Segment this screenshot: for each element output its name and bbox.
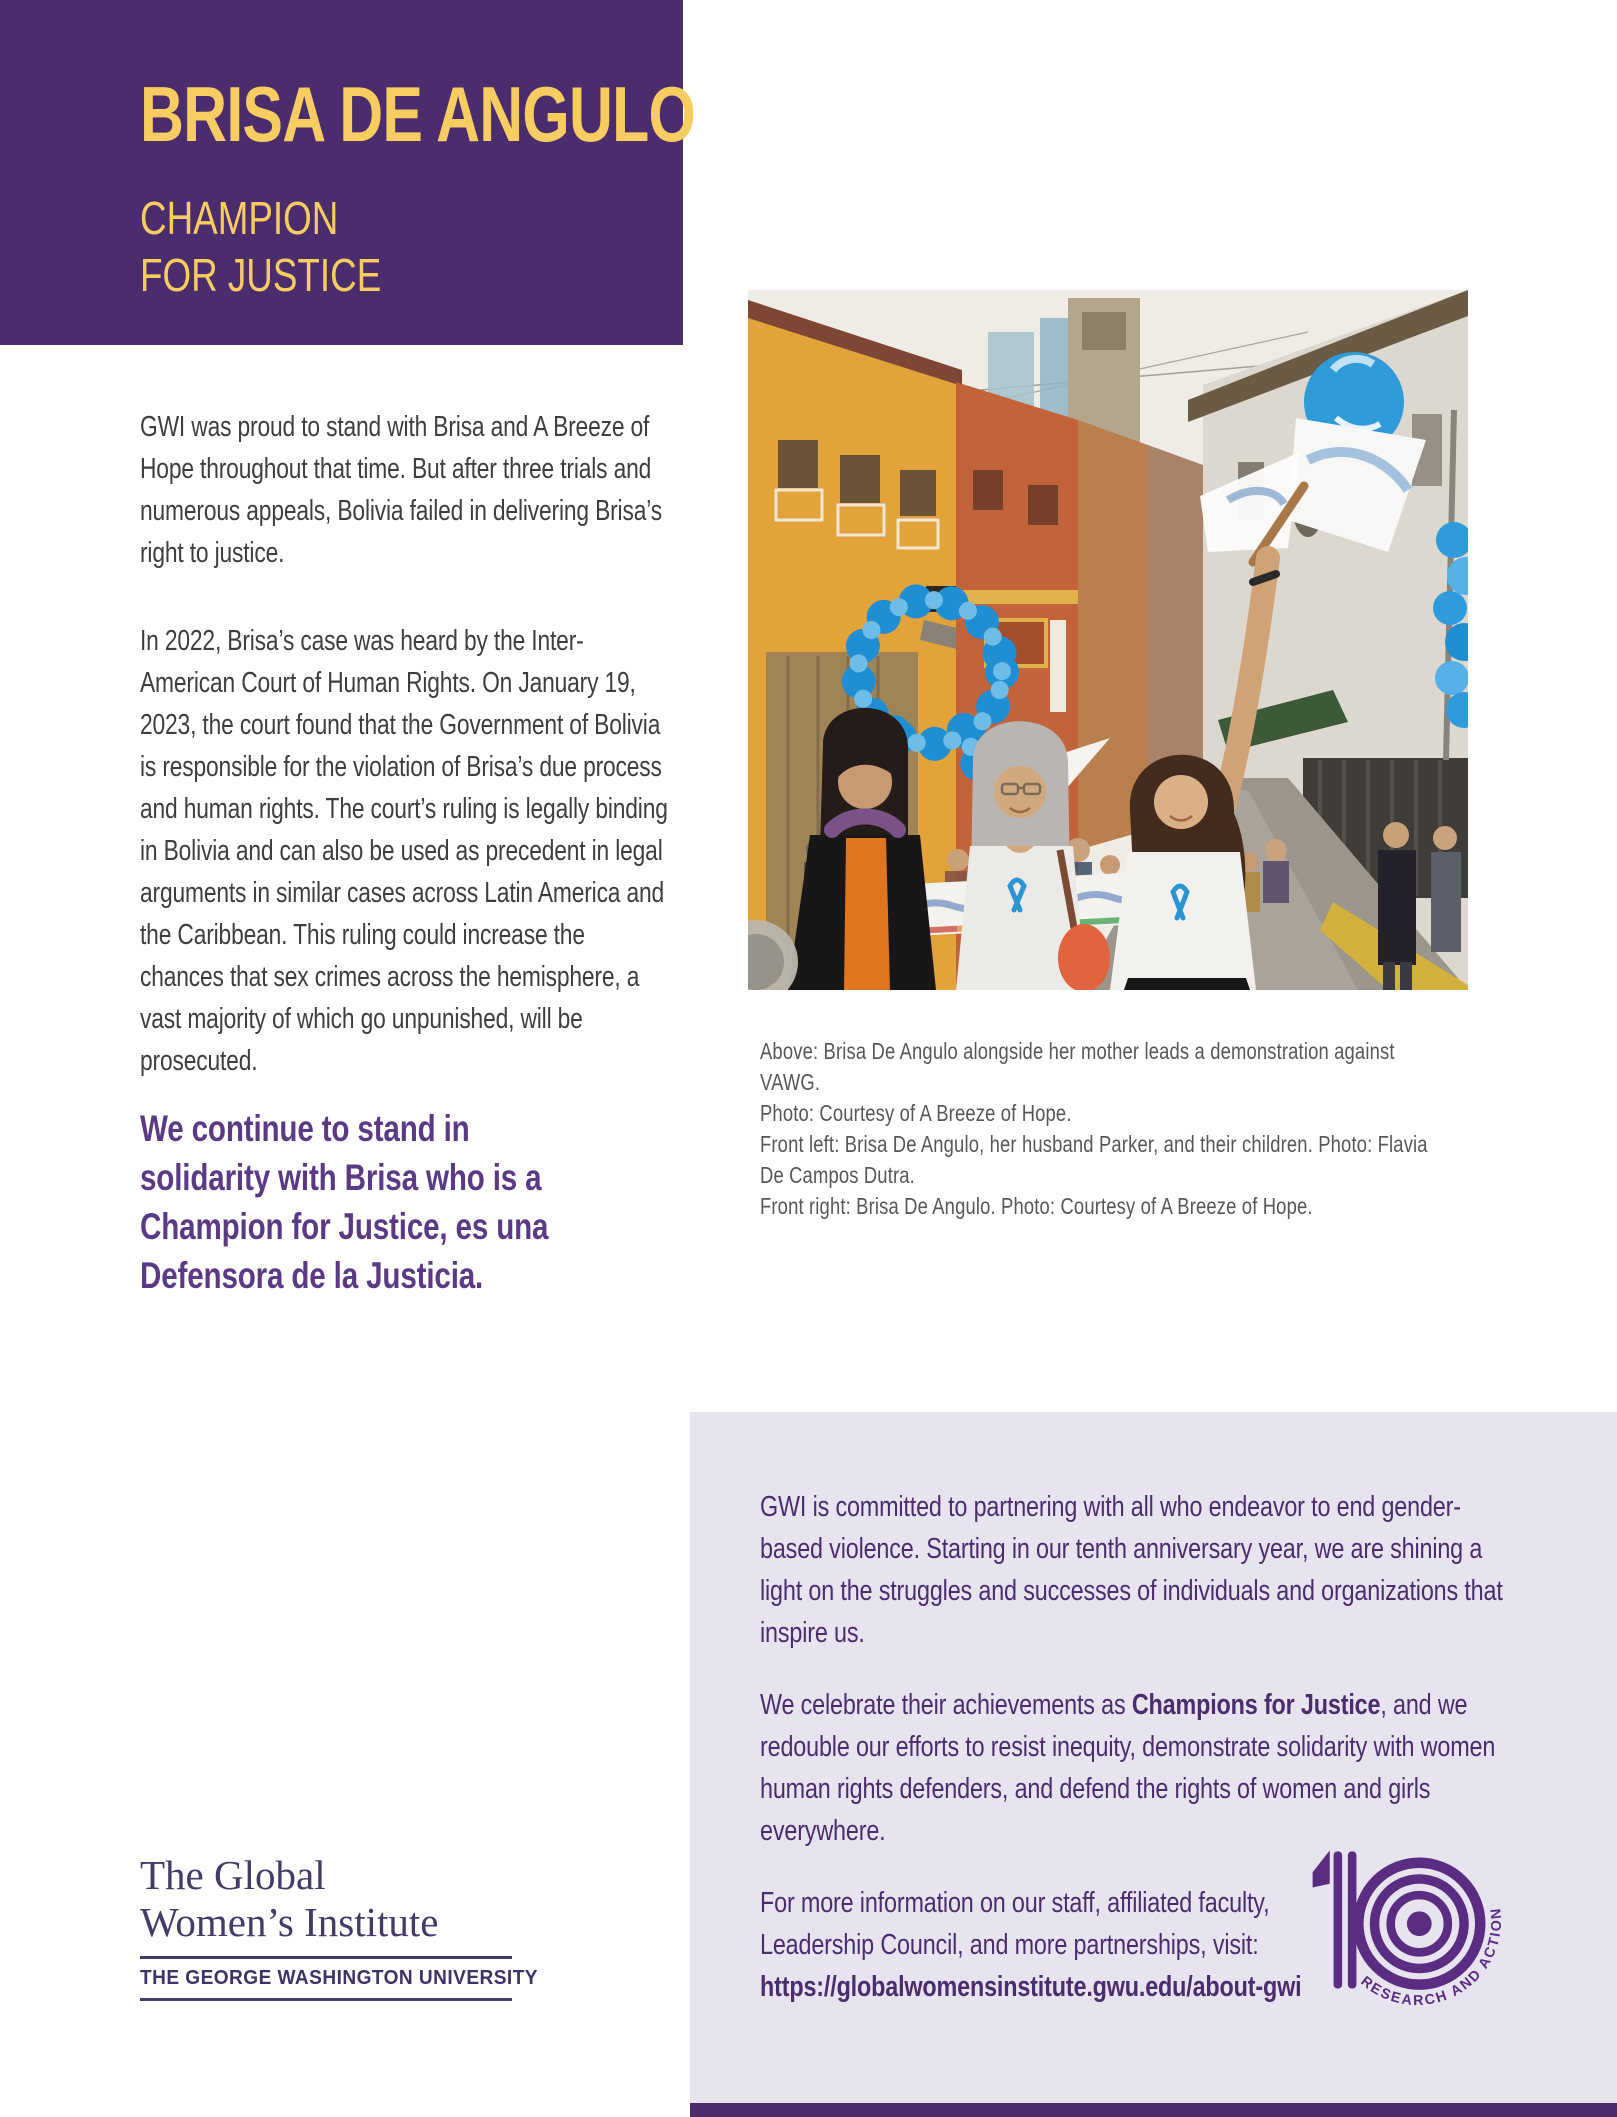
gwi-wordmark-line-2: Women’s Institute — [140, 1899, 439, 1945]
caption-line-front-right: Front right: Brisa De Angulo. Photo: Courtesy of A Breeze of Hope. — [760, 1193, 1313, 1219]
page-subtitle — [140, 190, 381, 304]
about-gwi-link[interactable]: https://globalwomensinstitute.gwu.edu/about-gwi — [760, 1971, 1302, 2003]
gwi-rule-top — [140, 1956, 512, 1959]
masthead — [0, 0, 696, 345]
subtitle-line-1: CHAMPION — [140, 192, 339, 244]
gwi-wordmark — [140, 1852, 538, 2001]
anniversary-10-logo — [1305, 1838, 1505, 2038]
info-paragraph-2-post: , and we redouble our efforts to resist inequity, demonstrate solidarity with women human rights defenders, and defend the rights of women and girls everywhere. — [760, 1689, 1496, 1847]
photo-illustration — [748, 290, 1468, 990]
page-title: BRISA DE ANGULO — [140, 70, 696, 158]
info-paragraph-2 — [760, 1684, 1506, 1852]
gwu-university-line: THE GEORGE WASHINGTON UNIVERSITY — [140, 1966, 538, 1989]
caption-line-front-left: Front left: Brisa De Angulo, her husband Parker, and their children. Photo: Flavia De Campos Dutra. — [760, 1131, 1428, 1188]
info-paragraph-2-pre: We celebrate their achievements as — [760, 1689, 1132, 1721]
pull-quote: We continue to stand in solidarity with Brisa who is a Champion for Justice, es una Defensora de la Justicia. — [140, 1108, 549, 1296]
photo-caption — [760, 1036, 1448, 1222]
info-more-line-1: For more information on our staff, affiliated faculty, — [760, 1887, 1270, 1919]
photo-demonstration — [748, 290, 1468, 990]
article-paragraph-1: GWI was proud to stand with Brisa and A Breeze of Hope throughout that time. But after three trials and numerous appeals, Bolivia failed in delivering Brisa’s right to justice. — [140, 411, 662, 569]
article-paragraph-2: In 2022, Brisa’s case was heard by the Inter-American Court of Human Rights. On January 19, 2023, the court found that the Government of Bolivia is responsible for the violation of Brisa’s due process and human rights. The court’s ruling is legally binding in Bolivia and can also be used as precedent in legal arguments in similar cases across Latin America and the Caribbean. This ruling could increase the chances that sex crimes across the hemisphere, a vast majority of which go unpunished, will be prosecuted. — [140, 625, 668, 1077]
info-more-line-2: Leadership Council, and more partnerships, visit: — [760, 1929, 1259, 1961]
subtitle-line-2: FOR JUSTICE — [140, 249, 382, 301]
bottom-accent-bar — [690, 2103, 1617, 2117]
gwi-rule-bottom — [140, 1998, 512, 2001]
anniversary-10-icon — [1305, 1838, 1505, 2038]
caption-line-above: Above: Brisa De Angulo alongside her mother leads a demonstration against VAWG. — [760, 1038, 1395, 1095]
anniversary-text: RESEARCH AND ACTION — [1357, 1905, 1505, 2010]
caption-line-photo-credit: Photo: Courtesy of A Breeze of Hope. — [760, 1100, 1072, 1126]
info-paragraph-1: GWI is committed to partnering with all who endeavor to end gender-based violence. Starting in our tenth anniversary year, we are shining a light on the struggles and successes of individuals and organizations that inspire us. — [760, 1491, 1503, 1649]
champions-for-justice-bold: Champions for Justice — [1131, 1689, 1381, 1721]
gwi-wordmark-line-1: The Global — [140, 1852, 326, 1898]
article-column — [140, 406, 668, 1300]
